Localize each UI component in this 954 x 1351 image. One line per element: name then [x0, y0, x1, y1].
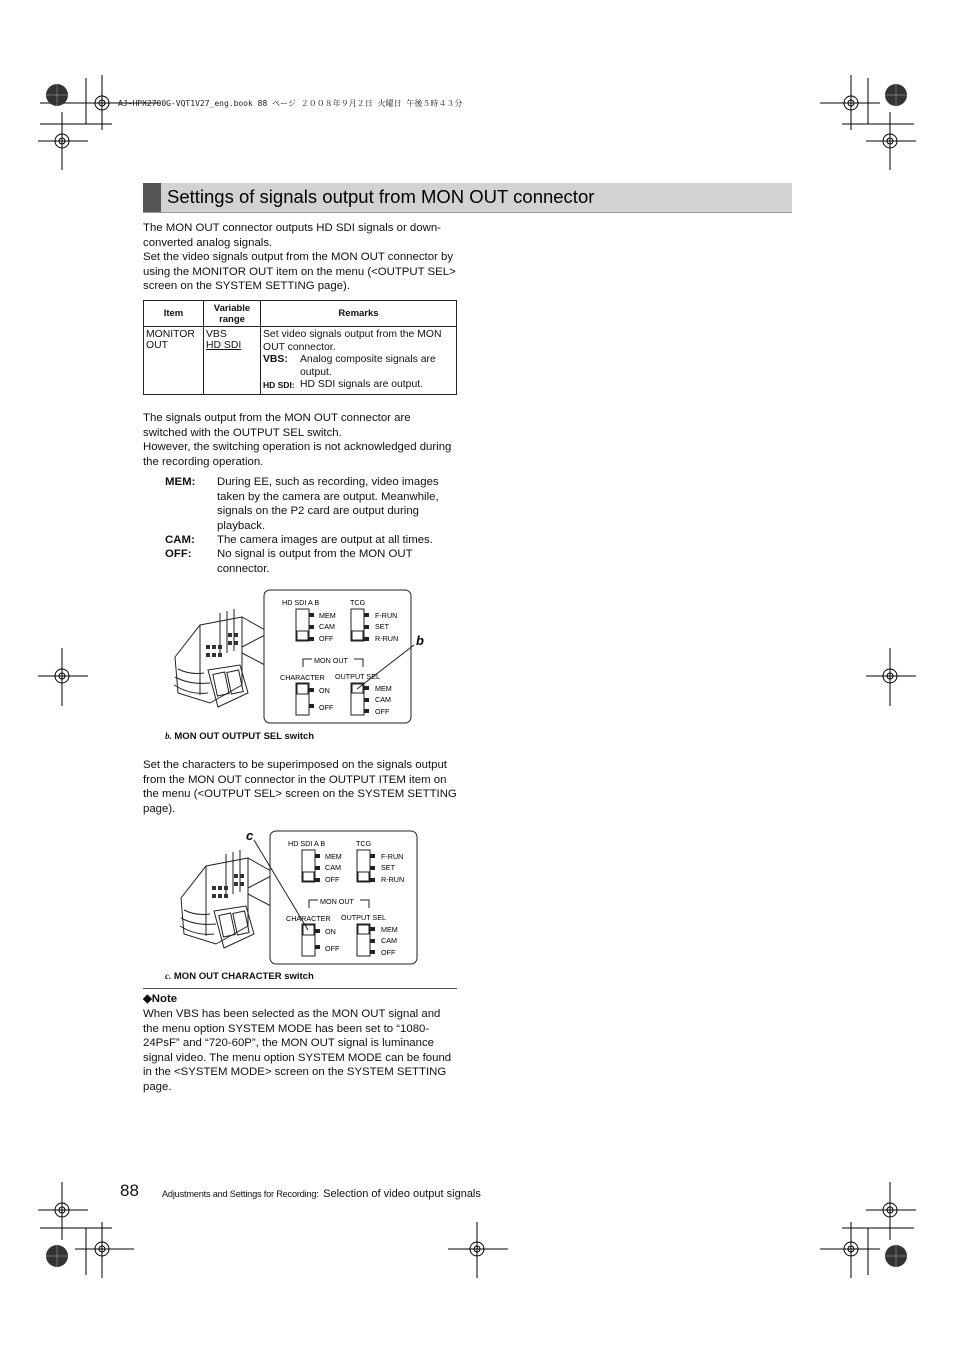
mode-text: During EE, such as recording, video images taken by the camera are output. Meanwhile, signals on the P2 card are output during playback. — [217, 476, 439, 532]
label-cam: CAM — [325, 863, 341, 872]
caption-letter: b. — [165, 731, 172, 741]
label-mem: MEM — [319, 611, 336, 620]
mode-text: The camera images are output at all times. — [217, 534, 433, 546]
range-hdsdi: HD SDI — [206, 340, 242, 351]
label-cam: CAM — [319, 622, 335, 631]
label-tcg: TCG — [356, 839, 372, 848]
label-character: CHARACTER — [280, 673, 325, 682]
label-cam: CAM — [375, 695, 391, 704]
label-mon-out: MON OUT — [320, 897, 354, 906]
cell-item: MONITOR OUT — [144, 327, 204, 395]
label-off: OFF — [325, 875, 340, 884]
settings-table — [143, 300, 457, 395]
label-rrun: R-RUN — [381, 875, 405, 884]
intro-paragraph-1: The MON OUT connector outputs HD SDI signals or down-converted analog signals. — [143, 222, 441, 249]
label-set: SET — [381, 863, 395, 872]
label-set: SET — [375, 622, 389, 631]
label-on: ON — [325, 927, 336, 936]
note-divider — [143, 988, 457, 989]
switching-paragraph-2: However, the switching operation is not acknowledged during the recording operation. — [143, 441, 452, 468]
mode-key: CAM: — [165, 534, 195, 546]
label-output-sel: OUTPUT SEL — [335, 672, 380, 681]
cell-remarks — [261, 327, 457, 395]
label-mon-out: MON OUT — [314, 656, 348, 665]
th-item: Item — [144, 301, 204, 327]
cell-range — [204, 327, 261, 395]
note-heading: ◆Note — [143, 993, 178, 1005]
mode-key: MEM: — [165, 476, 196, 488]
page-number: 88 — [120, 1181, 139, 1200]
remark-hdsdi-label: HD SDI: — [263, 380, 295, 391]
mode-text: No signal is output from the MON OUT connector. — [217, 548, 413, 575]
figure-c-caption — [165, 971, 314, 982]
figure-b-illustration — [170, 585, 430, 730]
section-title: Settings of signals output from MON OUT connector — [167, 186, 595, 207]
remark-main: Set video signals output from the MON OUT connector. — [263, 329, 442, 353]
marker-c: c — [246, 828, 254, 843]
label-off: OFF — [319, 703, 334, 712]
label-on: ON — [319, 686, 330, 695]
remark-vbs-label: VBS: — [263, 354, 288, 366]
section-title-bar — [143, 183, 792, 213]
label-hd-sdi: HD SDI A B — [282, 598, 320, 607]
footer-chapter-name: Adjustments and Settings for Recording: — [162, 1189, 319, 1199]
intro-paragraph-2: Set the video signals output from the MON OUT connector by using the MONITOR OUT item on the menu (<OUTPUT SEL> screen on the SYSTEM SETTING page). — [143, 251, 456, 292]
label-mem: MEM — [381, 925, 398, 934]
th-remarks: Remarks — [261, 301, 457, 327]
label-off: OFF — [381, 948, 396, 957]
label-mem: MEM — [375, 684, 392, 693]
label-frun: F-RUN — [375, 611, 398, 620]
label-off: OFF — [325, 944, 340, 953]
label-mem: MEM — [325, 852, 342, 861]
label-off: OFF — [319, 634, 334, 643]
label-rrun: R-RUN — [375, 634, 399, 643]
range-vbs: VBS — [206, 329, 227, 340]
caption-letter: c. — [165, 971, 172, 981]
marker-b: b — [416, 633, 424, 648]
switching-paragraph-1: The signals output from the MON OUT connector are switched with the OUTPUT SEL switch. — [143, 412, 411, 439]
note-text: When VBS has been selected as the MON OUT signal and the menu option SYSTEM MODE has been set to “1080-24PsF” and “720-60P”, the MON OUT signal is luminance signal video. The menu option SYSTEM MODE can be found in the <SYSTEM MODE> screen on the SYSTEM SETTING page. — [143, 1008, 452, 1093]
file-header-line: AJ-HPX2700G-VQT1V27_eng.book 88 ページ ２００８年９月２日 火曜日 午後５時４３分 — [118, 99, 463, 108]
caption-text: MON OUT CHARACTER switch — [173, 971, 314, 982]
caption-text: MON OUT OUTPUT SEL switch — [174, 731, 315, 742]
remark-hdsdi-text: HD SDI signals are output. — [300, 379, 424, 391]
figure-c-illustration — [176, 826, 426, 971]
table-row — [144, 327, 457, 395]
footer-chapter — [162, 1184, 481, 1202]
th-variable-range: Variable range — [204, 301, 261, 327]
remark-vbs-text: Analog composite signals are output. — [300, 354, 436, 378]
figure-b-caption — [165, 731, 314, 742]
label-frun: F-RUN — [381, 852, 404, 861]
character-paragraph: Set the characters to be superimposed on the signals output from the MON OUT connector in the OUTPUT ITEM item on the menu (<OUTPUT SEL> screen on the SYSTEM SETTING page). — [143, 759, 457, 815]
footer-topic: Selection of video output signals — [323, 1188, 481, 1200]
mode-key: OFF: — [165, 548, 192, 560]
label-off: OFF — [375, 707, 390, 716]
label-output-sel: OUTPUT SEL — [341, 913, 386, 922]
label-cam: CAM — [381, 936, 397, 945]
title-accent — [143, 183, 161, 212]
label-tcg: TCG — [350, 598, 366, 607]
label-character: CHARACTER — [286, 914, 331, 923]
label-hd-sdi: HD SDI A B — [288, 839, 326, 848]
